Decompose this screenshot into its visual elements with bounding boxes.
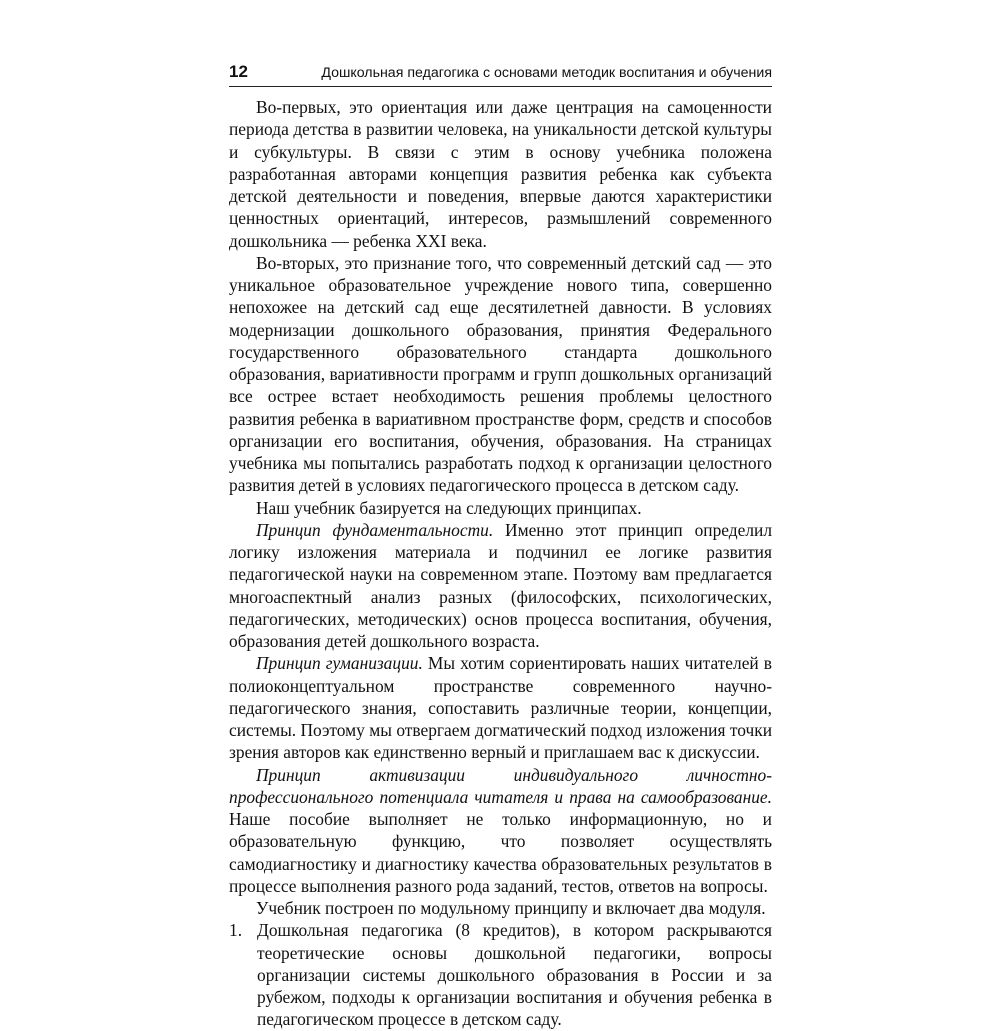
paragraph-text: Во-вторых, это признание того, что современный детский сад — это уникальное образовательное учреждение нового типа, совершенно непохожее на детский сад еще десятилетней давности. В условиях модернизации дошкольного образования, принятия Федерального государственного образовательного стандарта дошкольного образования, вариативности программ и групп дошкольных организаций все острее встает необходимость решения проблемы целостного развития ребенка в вариативном пространстве форм, средств и способов организации его воспитания, обучения, образования. На страницах учебника мы попытались разработать подход к организации целостного развития детей в условиях педагогического процесса в детском саду. <box>229 252 772 496</box>
principle-heading: Принцип гуманизации. <box>256 653 423 674</box>
paragraph-text: Именно этот принцип определил логику изложения материала и подчинил ее логике развития педагогической науки на современном этапе. Поэтому вам предлагается многоаспектный анализ разных (философских, психологических, педагогических, методических) основ процесса воспитания, обучения, образования детей дошкольного возраста. <box>229 519 772 651</box>
list-item <box>229 919 772 1030</box>
paragraph-text: Наш учебник базируется на следующих принципах. <box>256 497 642 518</box>
list-item-text: Дошкольная педагогика (8 кредитов), в котором раскрываются теоретические основы дошкольной педагогики, вопросы организации системы дошкольного образования в России и за рубежом, подходы к организации воспитания и обучения ребенка в педагогическом процессе в детском саду. <box>257 920 772 1030</box>
paragraph-text: Во-первых, это ориентация или даже центрация на самоценности периода детства в развитии человека, на уникальности детской культуры и субкультуры. В связи с этим в основу учебника положена разработанная авторами концепция развития ребенка как субъекта детской деятельности и поведения, впервые даются характеристики ценностных ориентаций, интересов, размышлений современного дошкольника — ребенка XXI века. <box>229 97 772 251</box>
paragraph <box>229 652 772 763</box>
paragraph-text: Учебник построен по модульному принципу и включает два модуля. <box>256 898 766 918</box>
body-text <box>229 96 772 1031</box>
paragraph <box>229 96 772 252</box>
running-title: Дошкольная педагогика с основами методик воспитания и обучения <box>321 65 772 81</box>
paragraph <box>229 897 772 919</box>
page-number: 12 <box>229 62 248 81</box>
paragraph <box>229 519 772 653</box>
paragraph <box>229 497 772 519</box>
running-head <box>229 62 772 87</box>
paragraph <box>229 252 772 497</box>
principle-heading: Принцип фундаментальности. <box>256 519 494 540</box>
paragraph <box>229 764 772 898</box>
paragraph-text: Мы хотим сориентировать наших читателей в полиоконцептуальном пространстве современного научно-педагогического знания, сопоставить различные теории, концепции, системы. Поэтому мы отвергаем догматический подход изложения точки зрения авторов как единственно верный и приглашаем вас к дискуссии. <box>229 653 772 763</box>
principle-heading: Принцип активизации индивидуального личностно-профессионального потенциала читателя и права на самообразование. <box>229 764 772 807</box>
paragraph-text: Наше пособие выполняет не только информационную, но и образовательную функцию, что позволяет осуществлять самодиагностику и диагностику качества образовательных результатов в процессе выполнения разного рода заданий, тестов, ответов на вопросы. <box>229 809 772 896</box>
list-item-number: 1. <box>229 920 243 941</box>
